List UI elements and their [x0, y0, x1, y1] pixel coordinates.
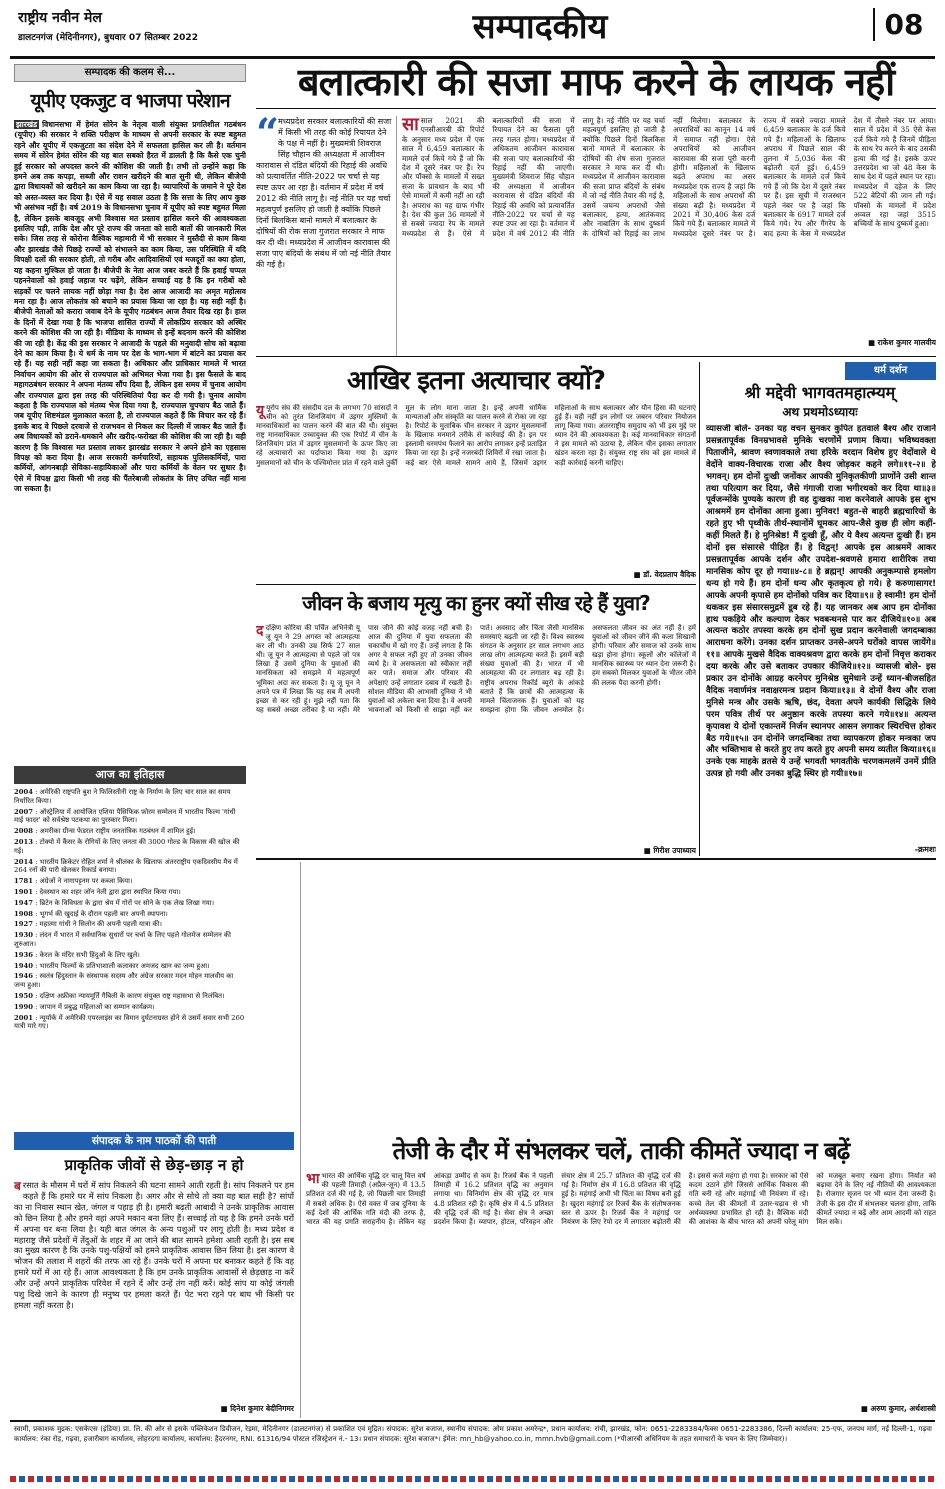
history-separator: : [32, 807, 40, 816]
history-text: भारतीय क्रिकेटर रोहित शर्मा ने श्रीलंका के खिलाफ अंतरराष्ट्रीय एकदिवसीय मैच में 264 रनों की पारी खेलकर रिकार्ड बनाया। [14, 857, 238, 875]
history-text: टोक्यो में कैंसर के रोगियों के लिए जनता की 3000 गोल्ड के विकास की खोज की गई। [14, 837, 240, 855]
history-item [14, 962, 246, 971]
history-year: 2013 [14, 837, 33, 846]
history-separator: : [32, 1013, 40, 1022]
history-item [14, 1014, 246, 1032]
history-text: न्यूयॉर्क में अमेरिकी एयरलाइंस का विमान दुर्घटनाग्रस्त होने से उसमें सवार सभी 260 यात्री मारे गए। [14, 1013, 245, 1031]
page-number: 08 [873, 8, 933, 41]
history-year: 1990 [14, 1002, 33, 1011]
article2-dropcap: यू [256, 404, 265, 419]
history-separator: : [32, 788, 40, 796]
article4-byline-icon: ■ [860, 1404, 871, 1413]
history-separator: : [32, 950, 40, 959]
article2-byline-text: डॉ. वेदप्रताप वैदिक [643, 570, 696, 579]
history-separator: : [32, 887, 40, 896]
history-item [14, 899, 246, 908]
history-item [14, 910, 246, 919]
paper-name: राष्ट्रीय नवीन मेल [18, 10, 102, 26]
article4-byline [756, 1404, 936, 1414]
dropcap: सा [402, 116, 419, 135]
history-item [14, 858, 246, 876]
history-separator: : [32, 972, 40, 981]
center-filler-rule [256, 862, 257, 1130]
history-separator: : [32, 857, 40, 866]
history-year: 1947 [14, 898, 33, 907]
letters-byline-text: दिनेश कुमार बेदीनिगमर [230, 1404, 294, 1413]
article3-body [256, 624, 696, 846]
main-editorial-byline [800, 338, 936, 348]
dharma-tag: धर्म दर्शन [845, 362, 936, 380]
history-separator: : [32, 991, 40, 1000]
pull-quote: मध्यप्रदेश सरकार बलात्कारियों की सजा में किसी भी तरह की कोई रियायत देने के पक्ष में नहीं है। मुख्यमंत्री शिवराज सिंह चौहान की अध्यक्षता में आजीवन कारावास से दंडित बंदियों की रिहाई की अवधि को प्रत्यावर्तित नीति-2022 पर चर्चा से यह स्पष्ट ऊपर आ रहा है। वर्तमान में प्रदेश में वर्ष 2012 की नीति लागू है। नई नीति पर यह चर्चा महत्वपूर्ण इसलिए हो जाती है क्योंकि पिछले दिनों बिलकिस बानो मामले में बलात्कार के दोषियों की रोक सजा गुजरात सरकार ने माफ कर दी थी। मध्यप्रदेश में आजीवन कारावास की सजा पाए बंदियों के संबंध में जो नई नीति तैयार की गई है। [256, 117, 392, 269]
history-list [14, 788, 246, 1128]
lead-editorial-text: विधानसभा में हेमंत सोरेन के नेतृत्व वाली संयुक्त प्रगतिशील गठबंधन (यूपीए) की सरकार ने शक्ति परीक्षण के माध्यम से अपनी सरकार के स्पष्ट बहुमत रहने और यूपीए में एकजुटता का संदेश देने में सफलता हासिल कर ली है। वर्तमान समय में सोरेन हेमंत सोरेन की यह बात सबको हैरत में डालती है कि कैसे एक चुनी हुई सरकार को अपदस्त करने की कोशिश की जाती है। तभी तो उन्होंने कहा कि हमने अब तक कपड़ा, सब्जी और राशन खरीदने की बात सुनी थी, लेकिन बीजेपी द्वारा विधायकों को खरीदने का काम किया जा रहा है। व्यापारियों के जमाने ने पूरे देश को अस्त-व्यस्त कर दिया है। ऐसे में यह सवाल उठता है कि सत्ता के लिए आप कुछ भी असंभव नहीं है। वर्ष 2019 के विधानसभा चुनाव में यूपीए को स्पष्ट बहुमत मिला है, लेकिन इसके बावजूद अभी विश्वास मत प्रस्ताव हासिल करने की आवश्यकता इसलिए पड़ी, ताकि देश और पूरे राज्य की जनता को सारी बातों की जानकारी मिल सके। जिस तरह से कोरोना वैश्विक महामारी में भी सरकार ने मुस्तैदी से काम किया और झारखंड जैसे पिछड़े राज्यों को संभालने का काम किया, उस परिस्थिति में यदि विपक्षी दलों की सरकार होती, तो गरीब और आदिवासियों एवं मजदूरों का क्या होता, यह कहना मुश्किल हो जाता है। बीजेपी के नेता आज जबर करते हैं कि हवाई चप्पल पहननेवालों को हवाई जहाज पर चढ़ेंगे, लेकिन सच्चाई यह है कि इन गरीबों को सड़कों पर चलने लायक नहीं छोड़ा गया है। देश आज आजादी का अमृत महोत्सव मना रहा है। आज लोकतंत्र को बचाने का प्रयास किया जा रहा है। यह सही नहीं है। बीजेपी नेताओं को करारा जवाब देने के यूपीए गठबंधन आज तैयार दिख रहा है। हाल के दिनों में देखा गया है कि भाजपा शासित राज्यों में लोकप्रिय सरकार को अस्थिर करने की कोशिश की जा रही है। मीडिया के माध्यम से इन्हें बदनाम करने की कोशिश की जा रही है। केंद्र की इस सरकार ने आजादी के पहले की मनुवादी सोच को बढ़ावा देने का काम किया है। ये धर्म के नाम पर देश के भाग-भाग में बांटने का प्रयास कर रहे हैं। यह सही नहीं कहा जा सकता है। अधिकार और प्राधिकार मामले में भारत निर्वाचन आयोग की ओर से राज्यपाल को अभिमत भेजा गया है। इस फैसले के बाद महागठबंधन सरकार ने अपना मंतव्य सौंप दिया है, लेकिन इस समय में चुनाव आयोग और राज्यपाल द्वारा इस तरह की परिस्थितियां पैदा कर दी गयी है। चुनाव आयोग कहता है कि राज्यपाल को मंतव्य भेज दिया गया है, राज्यपाल चुपचाप बैठ जाते हैं। जब यूपीए शिष्टमंडल मुलाकात करता है, तो राज्यपाल कहते हैं कि विचार कर रहे हैं। इसके बाद वे पिछले दरवाजे से राजभवन से निकल कर दिल्ली में जाकर बैठ जाते हैं। अब विधायकों को डराने-धमकाने और खरीद-फरोख्त की कोशिश की जा रही है। यही कारण है कि विश्वास मत प्रस्ताव लाकर झारखंड सरकार ने अपने होने का एहसास विपक्ष को करा दिया है। आज सरकारी कर्मचारियों, सहायक पुलिसकर्मियों, पारा कर्मियों, आंगनबाड़ी सेविका-सहायिकाओं और पारा कर्मियों के वेतन पर सुधार है। ऐसे में विपक्ष द्वारा किसी भी तरह की पैंतरेबाजी लोकतंत्र के लिए उचित नहीं माना जा सकता है। [14, 120, 246, 494]
history-separator: : [32, 827, 40, 836]
history-year: 1946 [14, 972, 33, 981]
history-text: महात्मा गांधी ने सिलोन की अपनी पहली यात्रा की। [39, 920, 162, 929]
dharma-body: व्यासजी बोले- उनका यह वचन सुनकर कुपित हतवाले बैश्य और राजाने प्रसन्नतापूर्वक विनम्रभावसे मुनिके चरणोंमें प्रणाम किया। भविष्यवक्ता पिताजीने, श्रावण स्वणावकाले तथा हरिके वरदान विशेष हुए वेदोंवाले थे वेदोंने वाक्य-विचारक राजा और वैश्य जोड़कर कहने लगे॥११-२॥ हे भगवन्। हम दोनों दुःखी जनोंकर आपकी मुनिकृतकीणी प्राणोंने उसी शान्त तथा परित्याग कर दिया, जैसे गंगाजी राजा भगीरथको कर दिया था॥३॥ पूर्वजन्मोंके पुण्यके कारण ही वह दुःखका नाश करनेवाले आपके इस शुभ आश्रममें हम दोनोंका आना हुआ। मुनिवर! बहुत-से बाहरी ब्रह्मचारियों के रहते हुए भी पृथ्वीके तीर्थ-स्थानोंमें घूमकर आप-जैसे कुछ ही लोग कहीं-कहीं मिलते हैं। हे मुनिश्रेष्ठ! मैं दुःखी हूँ, और ये वैश्य अत्यन्त दुःखी हैं। हम दोनों इस संसारसे पीड़ित हैं। हे विद्वन्! आपके इस आश्रममें आकर प्रसन्नतापूर्वक आपके दर्शन और उपदेश-श्रवणसे हमारा शारीरिक तथा मानसिक कोप दूर हो गया॥४-८॥ हे ब्रह्मन्! आपकी अनुकम्पासे हमलोग धन्य हो गये हैं। हम दोनों धन्य और कृतकृत्य हो गये। हे करुणासागर! आपके अपनी कृपासे हम दोनोंको पवित्र कर दिया॥९॥ हे स्वामी! हम दोनों थककर इस संसारसमुद्रमें डूब रहे हैं। यह जानकर अब आप हम दोनोंका हाथ पकड़िये और कल्याण देकर भवबन्धनसे पार कर दीजिये॥१०॥ अब अत्यन्त कठोर तपस्या करके हम दोनों सुख प्रदान करनेवाली जगदम्बाका आराधना करेंगे। उनका दर्शन प्राप्तकर उनसे-अपने घरोंको वापस जायेंगे॥११॥ आपके मुखसे वैदिक वाक्यश्रवण द्वारा करके हम दोनों निवृत्त कराकर दया करके और उसे बताकर उपकार कीजिये॥१२॥ व्यासजी बोले- इस प्रकार उन दोनोंके आग्रह करनेपर मुनिश्रेष्ठ सुमेधाने उन्हें ध्यान-बीजसहित वैदिक नवार्णमंत्र नवाक्षरमन्त्र प्रदान किया॥१३॥ वे दोनों वैश्य और राजा मुनिसे मन्त्र और उसके ऋषि, छंद, देवता अपने कार्यकी सिद्धिके लिये परम पवित्र तीर्थ पर अनुष्ठान करके तपस्या करने गये॥१४॥ अत्यन्त कृपावश ये दोनों एकान्तमें निर्जन स्थानपर आसन लगाकर स्थिरचित्त होकर बैठ गये॥१५॥ उन दोनोंने जगदम्बिका तथा व्यापकरण होकर मन्त्रका जप और भक्तिभाव से करते हुए तप करते हुए अपनी समय व्यतीत किया॥१६॥ उनके एक माहके व्रतसे ये उन्हें भगवती भगवतीके चरणकमलमें उनमें प्रीति उत्पन्न हो गयी और उनका बुद्धि स्थिर हो गयी॥१७॥ [706, 424, 936, 780]
masthead [0, 0, 945, 54]
article3-byline [560, 846, 696, 856]
history-year: 1927 [14, 920, 33, 929]
editor-pen-label [14, 64, 246, 82]
history-year: 2008 [14, 827, 33, 836]
history-text: अंग्रेजों ने नागापट्टनम पर कब्जा किया। [39, 877, 133, 886]
history-year: 2004 [14, 788, 33, 796]
history-year: 1950 [14, 991, 33, 1000]
history-item [14, 808, 246, 826]
history-text: भूगर्भ की खुदाई के दौरान पहली बार अपनी स्थापना। [39, 909, 168, 918]
dharma-title: श्री मद्देवी भागवतमहात्म्यम् [744, 383, 896, 402]
pull-quote-divider [396, 116, 397, 356]
history-item [14, 788, 246, 806]
history-text: अमरीका ग्रीन्स फेडरल राष्ट्रीय जनतांत्रिक गठबंधन में शामिल हुई। [39, 827, 196, 836]
history-year: 1930 [14, 931, 33, 940]
letters-divider [300, 862, 301, 1418]
letters-header: संपादक के नाम पाठकों की पाती [14, 1132, 294, 1150]
section-title: सम्पादकीय [472, 7, 608, 47]
history-item [14, 877, 246, 886]
section-rule-3 [256, 858, 936, 860]
history-text: ब्रिटेन के विविधता के द्वारा श्रेय में गोरों पर सोने के एक लेख लिखा गया। [39, 898, 215, 907]
main-byline-text: राकेश कुमार मालवीय [877, 338, 936, 347]
section-rule-1 [256, 356, 936, 357]
history-text: स्वतंत्र हिंदुस्तान के संस्थापक सदस्य और अंग्रेज सरकार मदन मोहन मालवीय का जन्म हुआ। [14, 972, 234, 990]
article3-byline-text: गिरीश उपाध्याय [653, 846, 696, 855]
history-text: लंदन में भारत में सर्वधानिक सुधारों पर चर्चा के लिए पहले गोलमेज सम्मेलन की शुरुआत। [14, 931, 231, 948]
history-year: 1936 [14, 950, 33, 959]
lead-editorial-dateline: झारखंड [16, 120, 38, 129]
footer-rule [10, 1420, 935, 1422]
history-year: 2001 [14, 1013, 33, 1022]
history-item [14, 827, 246, 836]
dateline: डालटनगंज (मेदिनीनगर), बुधवार 07 सितम्बर 2022 [18, 33, 198, 43]
article2-byline-icon: ■ [633, 570, 644, 579]
history-separator: : [32, 837, 40, 846]
article2-byline [560, 570, 696, 580]
article4-byline-text: अरुण कुमार, अर्थशास्त्री [870, 1404, 936, 1413]
letters-title: प्राकृतिक जीवों से छेड़-छाड़ न हो [64, 1156, 244, 1174]
dharma-continued: -क्रमशः [914, 844, 936, 854]
history-item [14, 838, 246, 856]
history-item [14, 972, 246, 990]
history-text: भारतीय फिल्मों के प्रतिभाशाली कलाकार अमजद खान का जन्म हुआ। [39, 961, 210, 970]
history-text: देवस्थान का शहर जॉन नेली द्वारा द्वारा स्थापित किया गया। [39, 887, 181, 896]
history-title: आज का इतिहास [14, 766, 246, 784]
letters-body [14, 1180, 294, 1404]
history-separator: : [32, 877, 40, 886]
article2-body [256, 404, 696, 570]
history-separator: : [32, 909, 40, 918]
dharma-divider [699, 362, 700, 856]
history-separator: : [32, 961, 40, 970]
headline-rule [256, 108, 936, 109]
footer-imprint: स्वामी, प्रकाशक मुद्रक: एसकेएस (इंडिया) प्रा. लि. की ओर से इसके पब्लिकेशन डिवीजन, रेड़मा, मेदिनीनगर (डालटनगंज) से प्रकाशित एवं मुद्रित। संपादक: सुरेश बजाज, स्थानीय संपादक: ओम प्रकाश अमरेन्द्र*, प्रधान कार्यालय: रांची, झारखंड, फोन: 0651-2283384/फैक्स 0651-2283386, दिल्ली कार्यालय: 25-एफ, जनपथ मार्ग, नई दिल्ली-1, गढ़वा कार्यालय: रंका रोड़, गढ़वा, हजारीबाग कार्यालय, लोहरदगा कार्यालय, कार्यालय: हैदरनगर, RNI. 61316/94 पोस्टल रजिस्ट्रेशन नं.- 13। प्रधान संपादक: सुरेश बजाज*। ईमेल: mn_hb@yahoo.co.in, mmn.hvb@gmail.com (*पीआरबी अधिनियम के तहत समाचारों के चयन के लिए जिम्मेवार)। [14, 1425, 932, 1443]
article2-headline: आखिर इतना अत्याचार क्यों? [346, 366, 605, 396]
article4-text: भारत की आर्थिक वृद्धि दर चालू वित्त वर्ष की पहली तिमाही (अप्रैल-जून) में 13.5 प्रतिशत दर्ज की गई है, जो पिछली चार तिमाही में सबसे अधिक है। ऐसे वक्त में जब दुनिया के कई देशों की आर्थिक गति मंदी की तरफ है, भारत की यह प्रगति सराहनीय है। लेकिन यह आंकड़ा उम्मीद से कम है। रिजर्व बैंक ने पहली तिमाही में 16.2 प्रतिशत वृद्धि का अनुमान लगाया था। विनिर्माण क्षेत्र की वृद्धि दर मात्र 4.8 प्रतिशत रही है। कृषि क्षेत्र में 4.5 प्रतिशत की वृद्धि दर्ज की गई है। सेवा क्षेत्र ने अच्छा प्रदर्शन किया है। व्यापार, होटल, परिवहन और संचार क्षेत्र में 25.7 प्रतिशत की वृद्धि दर्ज की गई है। निर्माण क्षेत्र में 16.8 प्रतिशत की वृद्धि हुई है। महंगाई अभी भी चिंता का विषय बनी हुई है। खुदरा महंगाई दर रिजर्व बैंक के संतोषजनक स्तर से ऊपर है। रिजर्व बैंक ने महंगाई पर नियंत्रण के लिए रेपो दर में लगातार बढ़ोतरी की है। इससे कर्ज महंगा हो गया है। सरकार को ऐसे कदम उठाने होंगे जिससे आर्थिक विकास की गति बनी रहे और महंगाई भी नियंत्रण में रहे। कच्चे तेल की कीमतों में उतार-चढ़ाव से भी अर्थव्यवस्था प्रभावित हो रही है। वैश्विक मंदी की आशंका के बीच भारत को अपनी घरेलू मांग को मजबूत बनाए रखना होगा। निर्यात को बढ़ावा देने के लिए नई नीतियों की आवश्यकता है। रोजगार सृजन पर भी ध्यान देना जरूरी है। तेजी के इस दौर में संभलकर चलना होगा, ताकि कीमतें ज्यादा न बढ़ें और आम आदमी को राहत मिल सके। [306, 1172, 936, 1227]
history-separator: : [32, 920, 40, 929]
section-rule-2 [256, 584, 696, 585]
history-year: 2014 [14, 857, 33, 866]
quote-mark-icon: “ [256, 116, 280, 157]
letters-dropcap: ब [14, 1180, 21, 1193]
letters-byline-icon: ■ [220, 1404, 231, 1413]
history-item [14, 888, 246, 897]
history-year: 1940 [14, 961, 33, 970]
article3-text: दक्षिण कोरिया की पर्चित अभिनेत्री यू जू यून ने 29 अगस्त को आत्महत्या कर ली थी। उनकी उम्र सिर्फ 27 साल थी। जू यून ने आत्महत्या से पहले जो पत्र लिखा है उसमें दुनिया के युवाओं की मानसिकता को समझने में महत्वपूर्ण भूमिका अदा कर सकता है। यू जू यून ने अपने पत्र में लिखा कि यह सब मैं अपनी इच्छा से कर रही हूं। मुझे नहीं पता कि यह सबसे अच्छा तरीका है या नहीं। मेरे पास जीने की कोई वजह नहीं बची है। आज की दुनिया में युवा सफलता की चकाचौंध में खो गए हैं। उन्हें लगता है कि अगर वे सफल नहीं हुए तो उनका जीवन व्यर्थ है। वे असफलता को स्वीकार नहीं कर पाते। समाज और परिवार की अपेक्षाएं उन्हें लगातार दबाव में रखती हैं। सोशल मीडिया की आभासी दुनिया ने भी युवाओं को अकेला बना दिया है। वे अपनी भावनाओं को किसी से साझा नहीं कर पाते। अवसाद और चिंता जैसी मानसिक समस्याएं बढ़ती जा रही हैं। विश्व स्वास्थ्य संगठन के अनुसार हर साल लगभग आठ लाख लोग आत्महत्या करते हैं। इसमें बड़ी संख्या युवाओं की है। भारत में भी आत्महत्या की दर लगातार बढ़ रही है। राष्ट्रीय अपराध रिकॉर्ड ब्यूरो के आंकड़े बताते हैं कि छात्रों की आत्महत्या के मामले चिंताजनक हैं। युवाओं को यह समझना होगा कि जीवन अनमोल है। असफलता जीवन का अंत नहीं है। हमें युवाओं को जीवन जीने की कला सिखानी होगी। परिवार और समाज को उनके साथ खड़ा होना होगा। स्कूलों और कॉलेजों में मानसिक स्वास्थ्य पर ध्यान देना जरूरी है। हम सबको मिलकर युवाओं के भीतर जीने की ललक पैदा करनी होगी। [256, 624, 696, 714]
letters-byline [134, 1404, 294, 1414]
history-year: 1901 [14, 887, 33, 896]
article2-text: यूरोप संघ की संसदीय दल के लगभग 70 सांसदों ने चीन को तुरंत शिनजियांग में उइगर मुस्लिमों के मानवाधिकारों का पालन करने की बात की थी। संयुक्त राष्ट्र मानवाधिकार उच्चायुक्त की एक रिपोर्ट में चीन के शिनजियांग प्रांत में उइगर मुसलमानों के ऊपर किए जा रहे अत्याचारों का पर्दाफाश किया गया है। उइगर मुसलमानों को चीन के पश्चिमोत्तर प्रांत में रहने वाले तुर्की मूल के लोग माना जाता है। इन्हें अपनी धार्मिक मान्यताओं और संस्कृति का पालन करने से रोका जा रहा है। रिपोर्ट के मुताबिक चीन सरकार ने उइगर मुसलमानों के खिलाफ मनमाने तरीके से कार्रवाई की है। इन पर इस्लामी चरमपंथ फैलाने का आरोप लगाकर इन्हें प्रताड़ित किया जा रहा है। इन्हें नजरबंदी शिविरों में रखा जाता है। कई बार ऐसे मामले सामने आये हैं, जिसमें उइगर महिलाओं के साथ बलात्कार और यौन हिंसा की घटनाएं हुई हैं। यही नहीं इन लोगों पर जबरन परिवार नियोजन लागू किया गया। अंतरराष्ट्रीय समुदाय को भी इस मुद्दे पर ध्यान देने की आवश्यकता है। कई मानवाधिकार संगठनों ने इस मामले को उठाया है, लेकिन चीन इसका लगातार खंडन करता रहा है। संयुक्त राष्ट्र संघ को इस मामले में कड़ी कार्रवाई करनी चाहिए। [256, 404, 696, 467]
article3-headline: जीवन के बजाय मृत्यु का हुनर क्यों सीख रहे हैं युवा? [302, 591, 650, 615]
history-year: 1781 [14, 877, 33, 886]
article3-byline-icon: ■ [643, 846, 654, 855]
lead-editorial-title: यूपीए एकजुट व भाजपा परेशान [30, 90, 230, 112]
main-editorial-body [402, 116, 936, 334]
editor-pen-text: सम्पादक की कलम से... [84, 67, 176, 78]
history-separator: : [32, 1002, 40, 1011]
letters-text: रसात के मौसम में घरों में सांप निकलने की घटना सामने आती रहती है। सांप निकलने पर हम कहते हैं कि हमारे घर में सांप निकला है। अगर और से सोचे तो क्या यह बात सही है? सांपों का ना निवास स्थान खेत, जंगल व पहाड़ ही है। हमारी बढ़ती आबादी ने उनके प्राकृतिक आवास को छिन लिया है और हमने वहां अपने मकान बना लिए हैं। सच्चाई तो यह है कि हमने उनके घरों में अपना घर बना लिया है। यही बात जंगल के अन्य पशुओं पर लागू होती है। मध्य प्रदेश व महाराष्ट्र जैसे प्रदेशों में तेंदुओं के शहर में आ जाने की बात सामने हमेशा आती रहती है। इस सब का मुख्य कारण है कि उनके पशु-पक्षियों को हमने प्राकृतिक आवास छिन लिया है। इस कारण वे भोजन की तलाश में शहरों की तरफ आ रहे हैं। उनके घरों में अपना घर बनाकर कहते हैं कि वह हमारे घरों में आ रहे हैं। आज आवश्यकता है कि हम उनके प्राकृतिक आवासों से छेड़छाड़ ना करें और उन्हें अपने प्राकृतिक परिवेश में रहने दें और उन्हें तंग नहीं करें। कोई सांप या कोई जंगली पशु दिखे जाने के कारण ही मनुष्य पर हमला करते हैं। पेट भरा रहने पर बाघ भी किसी पर हमला नहीं करता है। [14, 1180, 294, 1310]
history-year: 1908 [14, 909, 33, 918]
history-separator: : [32, 898, 40, 907]
history-year: 2007 [14, 807, 33, 816]
article4-body [306, 1172, 936, 1404]
history-item [14, 1003, 246, 1012]
history-text: दक्षिण अफ्रीका न्यायमूर्ति गैबिली के कारण संयुक्त राष्ट्र महासभा से निलंबित। [39, 991, 225, 1000]
history-text: ऑस्ट्रेलिया में आयोजित एशिया पैसिफिक फ़ोरम सम्मेलन में भारतीय फिल्म 'गांधी माई फादर' को सर्वश्रेष्ठ पटकथा का पुरस्कार मिला। [14, 807, 236, 825]
history-item [14, 931, 246, 949]
history-separator: : [32, 931, 40, 940]
article4-headline: तेजी के दौर में संभलकर चलें, ताकी कीमतें ज्यादा न बढ़ें [392, 1137, 850, 1165]
pull-quote-box [256, 116, 392, 356]
footer-stripe [10, 1476, 935, 1482]
history-item [14, 920, 246, 929]
history-text: जापान में प्रबुद्ध महिलाओं का सम्मान कार्यक्रम। [39, 1002, 155, 1011]
article4-dropcap: भा [306, 1172, 320, 1187]
main-headline: बलात्कारी की सजा माफ करने के लायक नहीं [297, 60, 895, 104]
history-text: अमेरिकी राष्ट्रपति बुश ने फिलिस्तीनी राष्ट्र के निर्माण के लिए चार साल का समय निर्धारित किया। [14, 788, 231, 805]
byline-icon: ■ [867, 338, 878, 347]
main-editorial-text: साल 2021 की एनसीआरबी की रिपोर्ट के अनुसार मध्य प्रदेश में एक साल में 6,459 बलात्कार के मामले दर्ज किये गये हैं जो कि देश में दूसरे नंबर पर हैं। रेप और पॉक्सो के मामलों में सख्त सजा के प्रावधान के बाद भी ऐसे मामलों में कमी नहीं आ रही है। अपराध का यह ग्राफ गंभीर है। देश की कुल 36 मामलों में से सबसे ज्यादा रेप के मामले मध्यप्रदेश से हैं। ऐसे में बलात्कारियों की सजा में रियायत देने का फैसला पूरी तरह गलत होगा। मध्यप्रदेश में अधिकतम आजीवन कारावास की सजा पाए बलात्कारियों की रिहाई नहीं की जाएगी। मुख्यमंत्री शिवराज सिंह चौहान की अध्यक्षता में आजीवन कारावास से दंडित बंदियों की रिहाई की अवधि को प्रत्यावर्तित नीति-2022 पर चर्चा से यह स्पष्ट उपर आ रहा है। वर्तमान में प्रदेश में वर्ष 2012 की नीति लागू है। नई नीति पर यह चर्चा महत्वपूर्ण इसलिए हो जाती है क्योंकि पिछले दिनों बिलकिस बानो मामले में बलात्कार के दोषियों की शेष सजा गुजरात सरकार ने माफ कर दी थी। मध्यप्रदेश में आजीवन कारावास की सजा प्राप्त बंदियों के संबंध में जो नई नीति तैयार की गई है, उसमें जघन्य अपराधों जैसे बलात्कार, हत्या, आतंकवाद और नाबालिग के साथ दुष्कर्म के दोषियों को रिहाई का लाभ नहीं मिलेगा। बलात्कार के अपराधियों का कानून 14 वर्ष में समाप्त नहीं होगा। ऐसे अपराधियों को आजीवन कारावास की सजा पूरी करनी होगी। महिलाओं के खिलाफ बढ़ते अपराध का असर मध्यप्रदेश एक राज्य है जहां कि महिलाओं के साथ अपराधों की संख्या बढ़ी है। मध्यप्रदेश में 2021 में 30,406 केस दर्ज किये गये हैं। बलात्कार मामले में मध्यप्रदेश दूसरे नंबर पर है। राज्य में सबसे ज्यादा मामले 6,459 बलात्कार के दर्ज किये गये हैं। महिलाओं के खिलाफ अपराध में पिछले साल की तुलना में 5,036 केस की बढ़ोतरी दर्ज हुई। 6,459 बलात्कार के मामले दर्ज किये गये हैं जो कि देश में दूसरे नंबर पर हैं। इस सूची में राजस्थान पहले नंबर पर है जहां कि बलात्कार के 6917 मामले दर्ज किये गये। रेप और गैंगरेप के बाद हत्या के केस में मध्यप्रदेश देश में तीसरे नंबर पर आया। साल में प्रदेश में 35 ऐसे केस दर्ज किये गये हैं जिनमें पीड़िता के साथ रेप करने के बाद उसकी हत्या की गई है। इसके ऊपर उत्तरप्रदेश था जो 48 केस के साथ देश में पहले स्थान पर रहा। मध्यप्रदेश में दहेज के लिए 522 बेटियों की जान ली गई। पॉक्सो के मामलों में प्रदेश अव्वल रहा जहां 3515 बच्चियों के साथ दुष्कर्म हुआ। [402, 116, 936, 238]
dharma-subtitle: अथ प्रथमोऽध्यायः [782, 405, 858, 419]
history-item [14, 951, 246, 960]
article3-dropcap: द [256, 624, 264, 639]
history-text: केरल के मंदिर सभी हिंदुओं के लिए खुले। [39, 950, 140, 959]
lead-editorial-body [14, 120, 246, 760]
history-item [14, 992, 246, 1001]
